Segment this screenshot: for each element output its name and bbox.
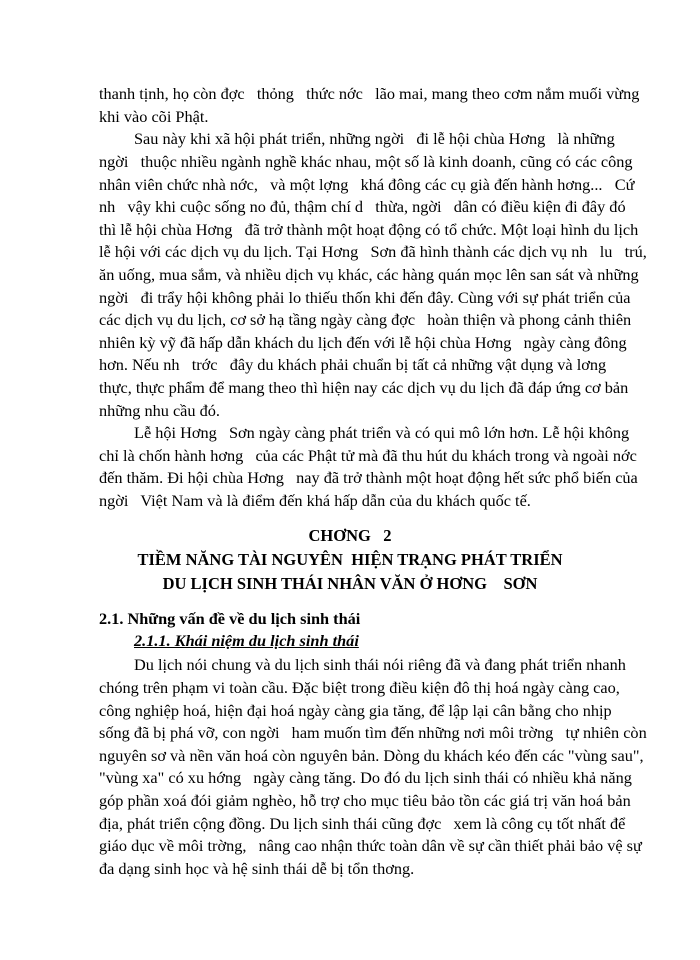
subsection-heading: 2.1.1. Khái niệm du lịch sinh thái: [134, 631, 359, 650]
text-line: đến thăm. Đi hội chùa Hơng nay đã trở thành một hoạt động hết sức phổ biến của: [99, 468, 638, 487]
text-line: hơn. Nếu nh trớc đây du khách phải chuẩn bị tất cả những vật dụng và lơng: [99, 355, 607, 374]
text-line: ngời đi trẩy hội không phải lo thiếu thốn khi đến đây. Cùng với sự phát triển của: [99, 288, 631, 307]
text-line: giáo dục về môi trờng, nâng cao nhận thức toàn dân về sự cần thiết phải bảo vệ sự: [99, 836, 642, 855]
text-line: chóng trên phạm vi toàn cầu. Đặc biệt trong điều kiện đô thị hoá ngày càng cao,: [99, 678, 620, 697]
text-line: nh vậy khi cuộc sống no đủ, thậm chí d thừa, ngời dân có điều kiện đi đây đó: [99, 197, 626, 216]
text-line: Du lịch nói chung và du lịch sinh thái nói riêng đã và đang phát triển nhanh: [134, 655, 626, 674]
text-line: thì lễ hội chùa Hơng đã trở thành một hoạt động có tổ chức. Một loại hình du lịch: [99, 220, 639, 239]
text-line: Lễ hội Hơng Sơn ngày càng phát triển và có qui mô lớn hơn. Lễ hội không: [134, 423, 630, 442]
text-line: ngời Việt Nam và là điểm đến khá hấp dẫn của du khách quốc tế.: [99, 491, 531, 510]
text-line: những nhu cầu đó.: [99, 401, 220, 420]
text-line: sống đã bị phá vỡ, con ngời ham muốn tìm đến những nơi môi trờng tự nhiên còn: [99, 723, 647, 742]
text-line: nhiên kỳ vỹ đã hấp dẫn khách du lịch đến với lễ hội chùa Hơng ngày càng đông: [99, 333, 627, 352]
text-line: các dịch vụ du lịch, cơ sở hạ tầng ngày càng đợc hoàn thiện và phong cảnh thiên: [99, 310, 632, 329]
text-line: lễ hội với các dịch vụ du lịch. Tại Hơng Sơn đã hình thành các dịch vụ nh lu trú,: [99, 242, 647, 261]
text-line: thực, thực phẩm để mang theo thì hiện nay các dịch vụ du lịch đã đáp ứng cơ bản: [99, 378, 629, 397]
chapter-title-line: DU LỊCH SINH THÁI NHÂN VĂN Ở HƠNG SƠN: [162, 574, 538, 593]
chapter-title-line: TIỀM NĂNG TÀI NGUYÊN HIỆN TRẠNG PHÁT TRIỂN: [137, 550, 563, 569]
text-line: Sau này khi xã hội phát triển, những ngời đi lễ hội chùa Hơng là những: [134, 129, 615, 148]
text-line: nguyên sơ và nền văn hoá còn nguyên bản. Dòng du khách kéo đến các "vùng sau",: [99, 746, 644, 765]
text-line: nhân viên chức nhà nớc, và một lợng khá đông các cụ già đến hành hơng... Cứ: [99, 175, 635, 194]
section-heading: 2.1. Những vấn đề về du lịch sinh thái: [99, 609, 361, 628]
text-line: thanh tịnh, họ còn đợc thỏng thức nớc lão mai, mang theo cơm nắm muối vừng: [99, 84, 640, 103]
text-line: chỉ là chốn hành hơng của các Phật tử mà đã thu hút du khách trong và ngoài nớc: [99, 446, 637, 465]
text-line: khi vào cõi Phật.: [99, 107, 209, 126]
text-line: ăn uống, mua sắm, và nhiều dịch vụ khác, các hàng quán mọc lên san sát và những: [99, 265, 639, 284]
text-line: ngời thuộc nhiều ngành nghề khác nhau, một số là kinh doanh, cũng có các công: [99, 152, 633, 171]
text-line: đa dạng sinh học và hệ sinh thái dễ bị tổn thơng.: [99, 859, 415, 878]
text-line: góp phần xoá đói giảm nghèo, hỗ trợ cho mục tiêu bảo tồn các giá trị văn hoá bản: [99, 791, 631, 810]
text-line: "vùng xa" có xu hớng ngày càng tăng. Do đó du lịch sinh thái có nhiều khả năng: [99, 768, 632, 787]
chapter-number: CHƠNG 2: [308, 526, 392, 545]
text-line: địa, phát triển cộng đồng. Du lịch sinh thái cũng đợc xem là công cụ tốt nhất để: [99, 814, 626, 833]
text-line: công nghiệp hoá, hiện đại hoá ngày càng gia tăng, để lập lại cân bằng cho nhịp: [99, 701, 612, 720]
